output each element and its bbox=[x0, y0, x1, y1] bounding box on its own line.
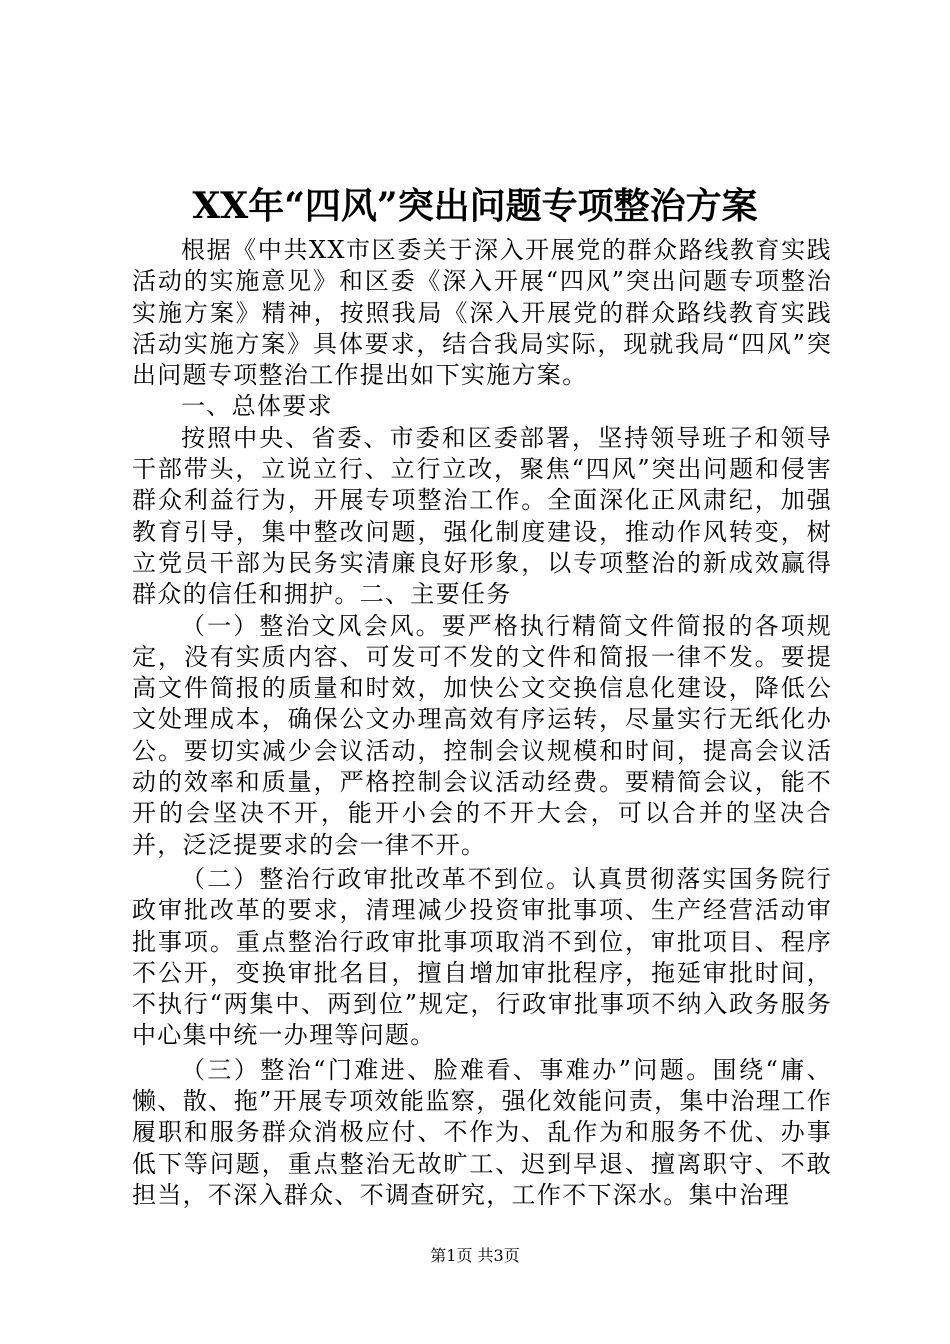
document-body bbox=[132, 235, 832, 1211]
section-heading-general-requirements: 一、总体要求 bbox=[181, 392, 333, 421]
task-2-paragraph: （二）整治行政审批改革不到位。认真贯彻落实国务院行政审批改革的要求，清理减少投资审批事项、生产经营活动审批事项。重点整治行政审批事项取消不到位，审批项目、程序不公开，变换审批名目，擅自增加审批程序，拖延审批时间，不执行“两集中、两到位”规定，行政审批事项不纳入政务服务中心集中统一办理等问题。 bbox=[132, 864, 832, 1050]
intro-paragraph: 根据《中共XX市区委关于深入开展党的群众路线教育实践活动的实施意见》和区委《深入开展“四风”突出问题专项整治实施方案》精神，按照我局《深入开展党的群众路线教育实践活动实施方案》具体要求，结合我局实际，现就我局“四风”突出问题专项整治工作提出如下实施方案。 bbox=[132, 236, 832, 390]
document-title: XX年“四风”突出问题专项整治方案 bbox=[192, 185, 758, 227]
general-requirements-paragraph: 按照中央、省委、市委和区委部署，坚持领导班子和领导干部带头，立说立行、立行立改，聚焦“四风”突出问题和侵害群众利益行为，开展专项整治工作。全面深化正风肃纪，加强教育引导，集中整改问题，强化制度建设，推动作风转变，树立党员干部为民务实清廉良好形象，以专项整治的新成效赢得群众的信任和拥护。二、主要任务 bbox=[132, 423, 832, 609]
page-footer: 第1页 共3页 bbox=[430, 1246, 520, 1265]
task-3-paragraph: （三）整治“门难进、脸难看、事难办”问题。围绕“庸、懒、散、拖”开展专项效能监察，强化效能问责，集中治理工作履职和服务群众消极应付、不作为、乱作为和服务不优、办事低下等问题，重点整治无故旷工、迟到早退、擅离职守、不敢担当，不深入群众、不调查研究，工作不下深水。集中治理 bbox=[132, 1055, 832, 1209]
task-1-paragraph: （一）整治文风会风。要严格执行精简文件简报的各项规定，没有实质内容、可发可不发的文件和简报一律不发。要提高文件简报的质量和时效，加快公文交换信息化建设，降低公文处理成本，确保公文办理高效有序运转，尽量实行无纸化办公。要切实减少会议活动，控制会议规模和时间，提高会议活动的效率和质量，严格控制会议活动经费。要精简会议，能不开的会坚决不开，能开小会的不开大会，可以合并的坚决合并，泛泛提要求的会一律不开。 bbox=[132, 611, 832, 859]
